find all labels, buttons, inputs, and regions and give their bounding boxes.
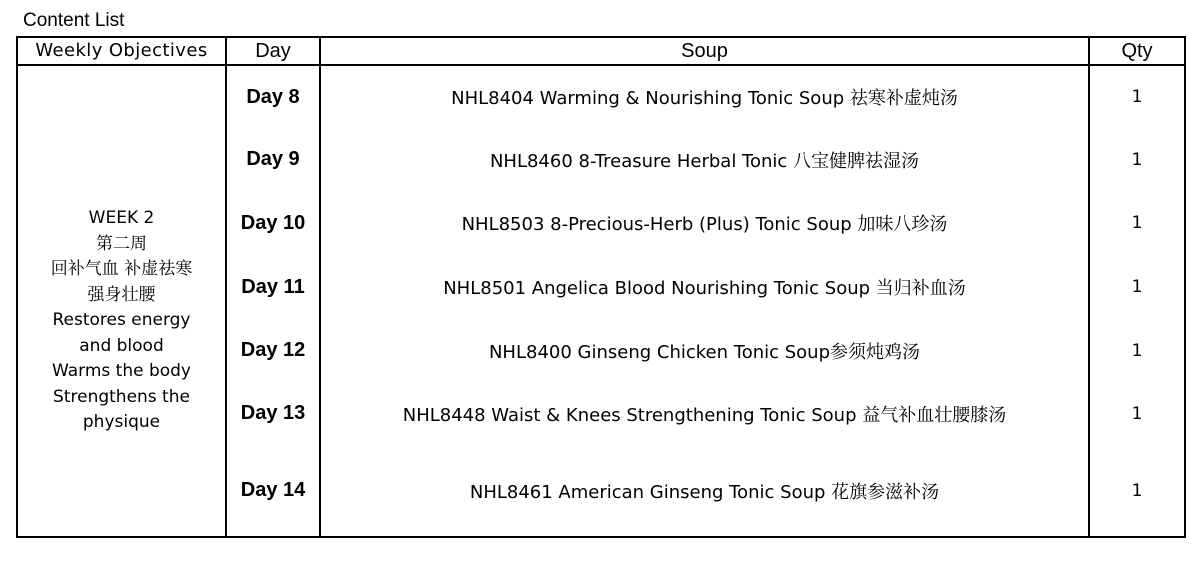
objective-line: Restores energy <box>52 310 191 331</box>
soup-cell: NHL8503 8-Precious-Herb (Plus) Tonic Soup 加味八珍汤 <box>320 191 1089 255</box>
objective-line: Strengthens the <box>53 386 190 407</box>
content-list-caption: Content List <box>23 10 125 31</box>
content-table <box>16 36 1186 538</box>
day-cell: Day 8 <box>226 65 320 128</box>
soup-cell: NHL8400 Ginseng Chicken Tonic Soup参须炖鸡汤 <box>320 319 1089 382</box>
soup-cell: NHL8461 American Ginseng Tonic Soup 花旗参滋补汤 <box>320 445 1089 537</box>
weekly-objectives-cell <box>17 65 226 537</box>
qty-cell: 1 <box>1089 382 1185 445</box>
day-cell: Day 12 <box>226 319 320 382</box>
table-row <box>17 65 1185 128</box>
objective-line: 回补气血 补虚祛寒 <box>50 259 193 280</box>
qty-cell: 1 <box>1089 128 1185 191</box>
qty-cell: 1 <box>1089 191 1185 255</box>
header-weekly-objectives: Weekly Objectives <box>17 37 226 65</box>
day-cell: Day 11 <box>226 255 320 319</box>
qty-cell: 1 <box>1089 65 1185 128</box>
header-soup: Soup <box>320 37 1089 65</box>
objective-line: 强身壮腰 <box>87 284 156 305</box>
soup-cell: NHL8460 8-Treasure Herbal Tonic 八宝健脾祛湿汤 <box>320 128 1089 191</box>
objective-line: and blood <box>79 335 164 356</box>
objective-line: WEEK 2 <box>88 208 155 229</box>
table-header-row <box>17 37 1185 65</box>
objective-line: physique <box>82 412 161 433</box>
objective-line: 第二周 <box>96 233 147 254</box>
soup-cell: NHL8404 Warming & Nourishing Tonic Soup 祛寒补虚炖汤 <box>320 65 1089 128</box>
qty-cell: 1 <box>1089 319 1185 382</box>
qty-cell: 1 <box>1089 255 1185 319</box>
header-day: Day <box>226 37 320 65</box>
soup-cell: NHL8501 Angelica Blood Nourishing Tonic Soup 当归补血汤 <box>320 255 1089 319</box>
day-cell: Day 13 <box>226 382 320 445</box>
day-cell: Day 9 <box>226 128 320 191</box>
header-qty: Qty <box>1089 37 1185 65</box>
soup-cell: NHL8448 Waist & Knees Strengthening Tonic Soup 益气补血壮腰膝汤 <box>320 382 1089 445</box>
qty-cell: 1 <box>1089 445 1185 537</box>
objective-line: Warms the body <box>52 361 191 382</box>
day-cell: Day 14 <box>226 445 320 537</box>
day-cell: Day 10 <box>226 191 320 255</box>
